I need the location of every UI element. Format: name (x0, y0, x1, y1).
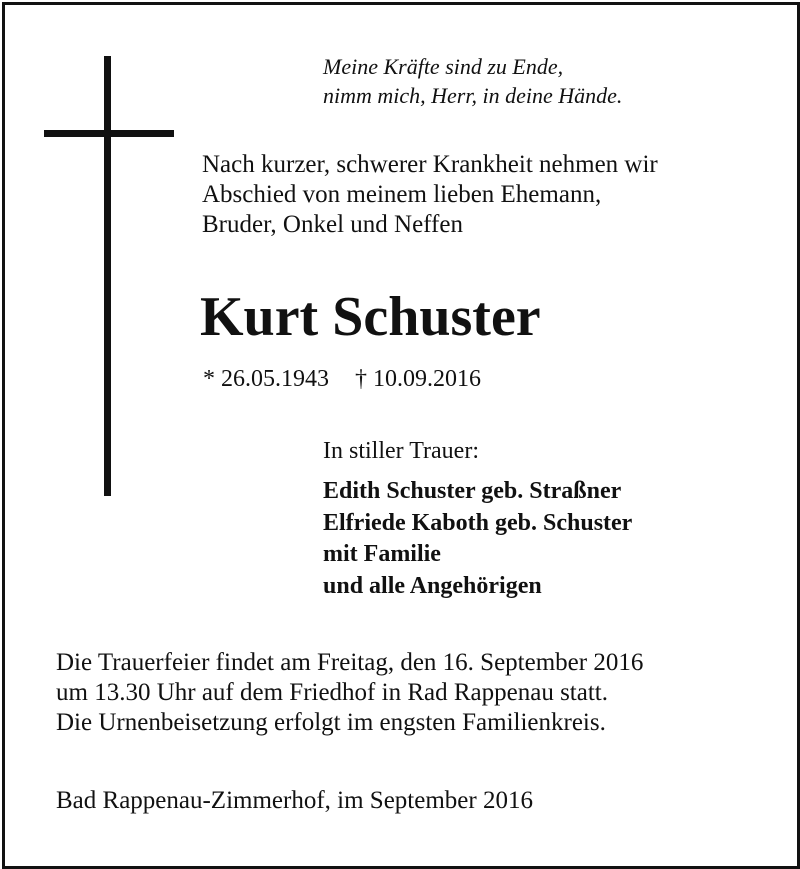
service-line: um 13.30 Uhr auf dem Friedhof in Rad Rappenau statt. (56, 679, 608, 706)
intro-line: Nach kurzer, schwerer Krankheit nehmen wir (202, 151, 658, 178)
life-dates (203, 364, 481, 394)
place-and-date: Bad Rappenau-Zimmerhof, im September 2016 (56, 787, 533, 814)
mourners-list (323, 476, 632, 602)
birth-date: * 26.05.1943 (203, 366, 329, 392)
mourner-name: Edith Schuster geb. Straßner (323, 478, 622, 504)
verse-line: Meine Kräfte sind zu Ende, (323, 54, 564, 79)
verse-quote (323, 52, 743, 110)
mourning-label: In stiller Trauer: (323, 438, 479, 464)
mourner-name: mit Familie (323, 541, 441, 567)
death-date: † 10.09.2016 (355, 366, 481, 392)
service-line: Die Trauerfeier findet am Freitag, den 16. September 2016 (56, 649, 644, 676)
service-line: Die Urnenbeisetzung erfolgt im engsten Familienkreis. (56, 709, 606, 736)
intro-line: Abschied von meinem lieben Ehemann, (202, 181, 602, 208)
cross-horizontal-bar (44, 130, 174, 137)
cross-vertical-bar (104, 56, 111, 496)
mourner-name: Elfriede Kaboth geb. Schuster (323, 509, 633, 536)
intro-text (202, 150, 782, 240)
deceased-name: Kurt Schuster (200, 286, 541, 348)
mourner-name: und alle Angehörigen (323, 572, 542, 599)
intro-line: Bruder, Onkel und Neffen (202, 211, 463, 238)
verse-line: nimm mich, Herr, in deine Hände. (323, 83, 623, 108)
service-info (56, 648, 786, 738)
